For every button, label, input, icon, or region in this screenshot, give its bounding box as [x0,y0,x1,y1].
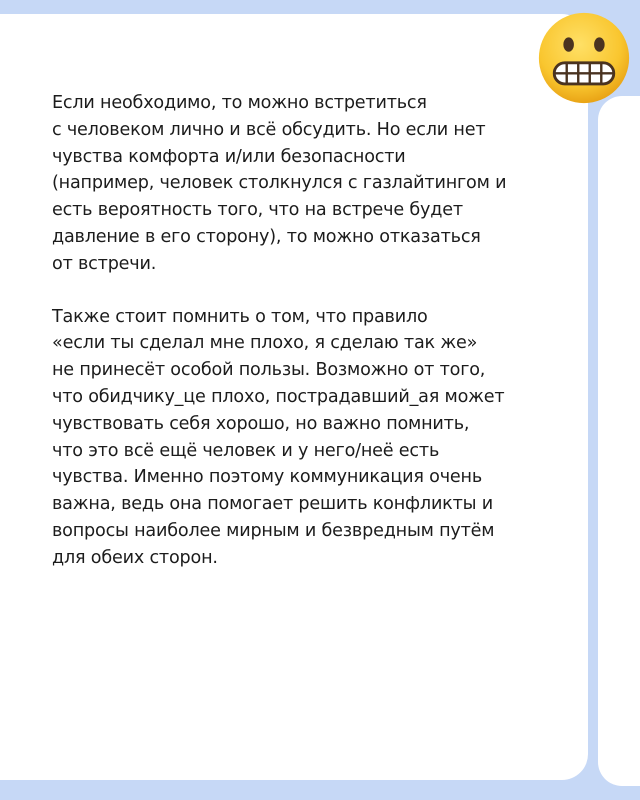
text-line: «если ты сделал мне плохо, я сделаю так же» [52,333,478,354]
article-text [52,90,552,572]
text-line: не принесёт особой пользы. Возможно от того, [52,360,486,381]
text-line: от встречи. [52,253,157,274]
text-line: чувства комфорта и/или безопасности [52,146,406,167]
text-line: с человеком лично и всё обсудить. Но если нет [52,119,486,140]
paragraph-gap [52,278,552,304]
text-line: чувства. Именно поэтому коммуникация очень [52,467,483,488]
text-line: вопросы наиболее мирным и безвредным путём [52,520,495,541]
text-line: Также стоит помнить о том, что правило [52,306,428,327]
text-line: важна, ведь она помогает решить конфликты и [52,494,493,515]
next-card-edge [598,96,640,786]
text-line: чувствовать себя хорошо, но важно помнить, [52,413,470,434]
text-line: для обеих сторон. [52,547,218,568]
paragraph-2 [52,304,552,572]
text-line: Если необходимо, то можно встретиться [52,93,427,113]
text-line: что это всё ещё человек и у него/неё есть [52,440,440,461]
text-line: (например, человек столкнулся с газлайтингом и [52,173,507,194]
text-line: давление в его сторону), то можно отказаться [52,226,481,247]
paragraph-1 [52,90,552,278]
text-line: что обидчику_це плохо, пострадавший_ая может [52,386,505,407]
text-line: есть вероятность того, что на встрече будет [52,200,463,221]
